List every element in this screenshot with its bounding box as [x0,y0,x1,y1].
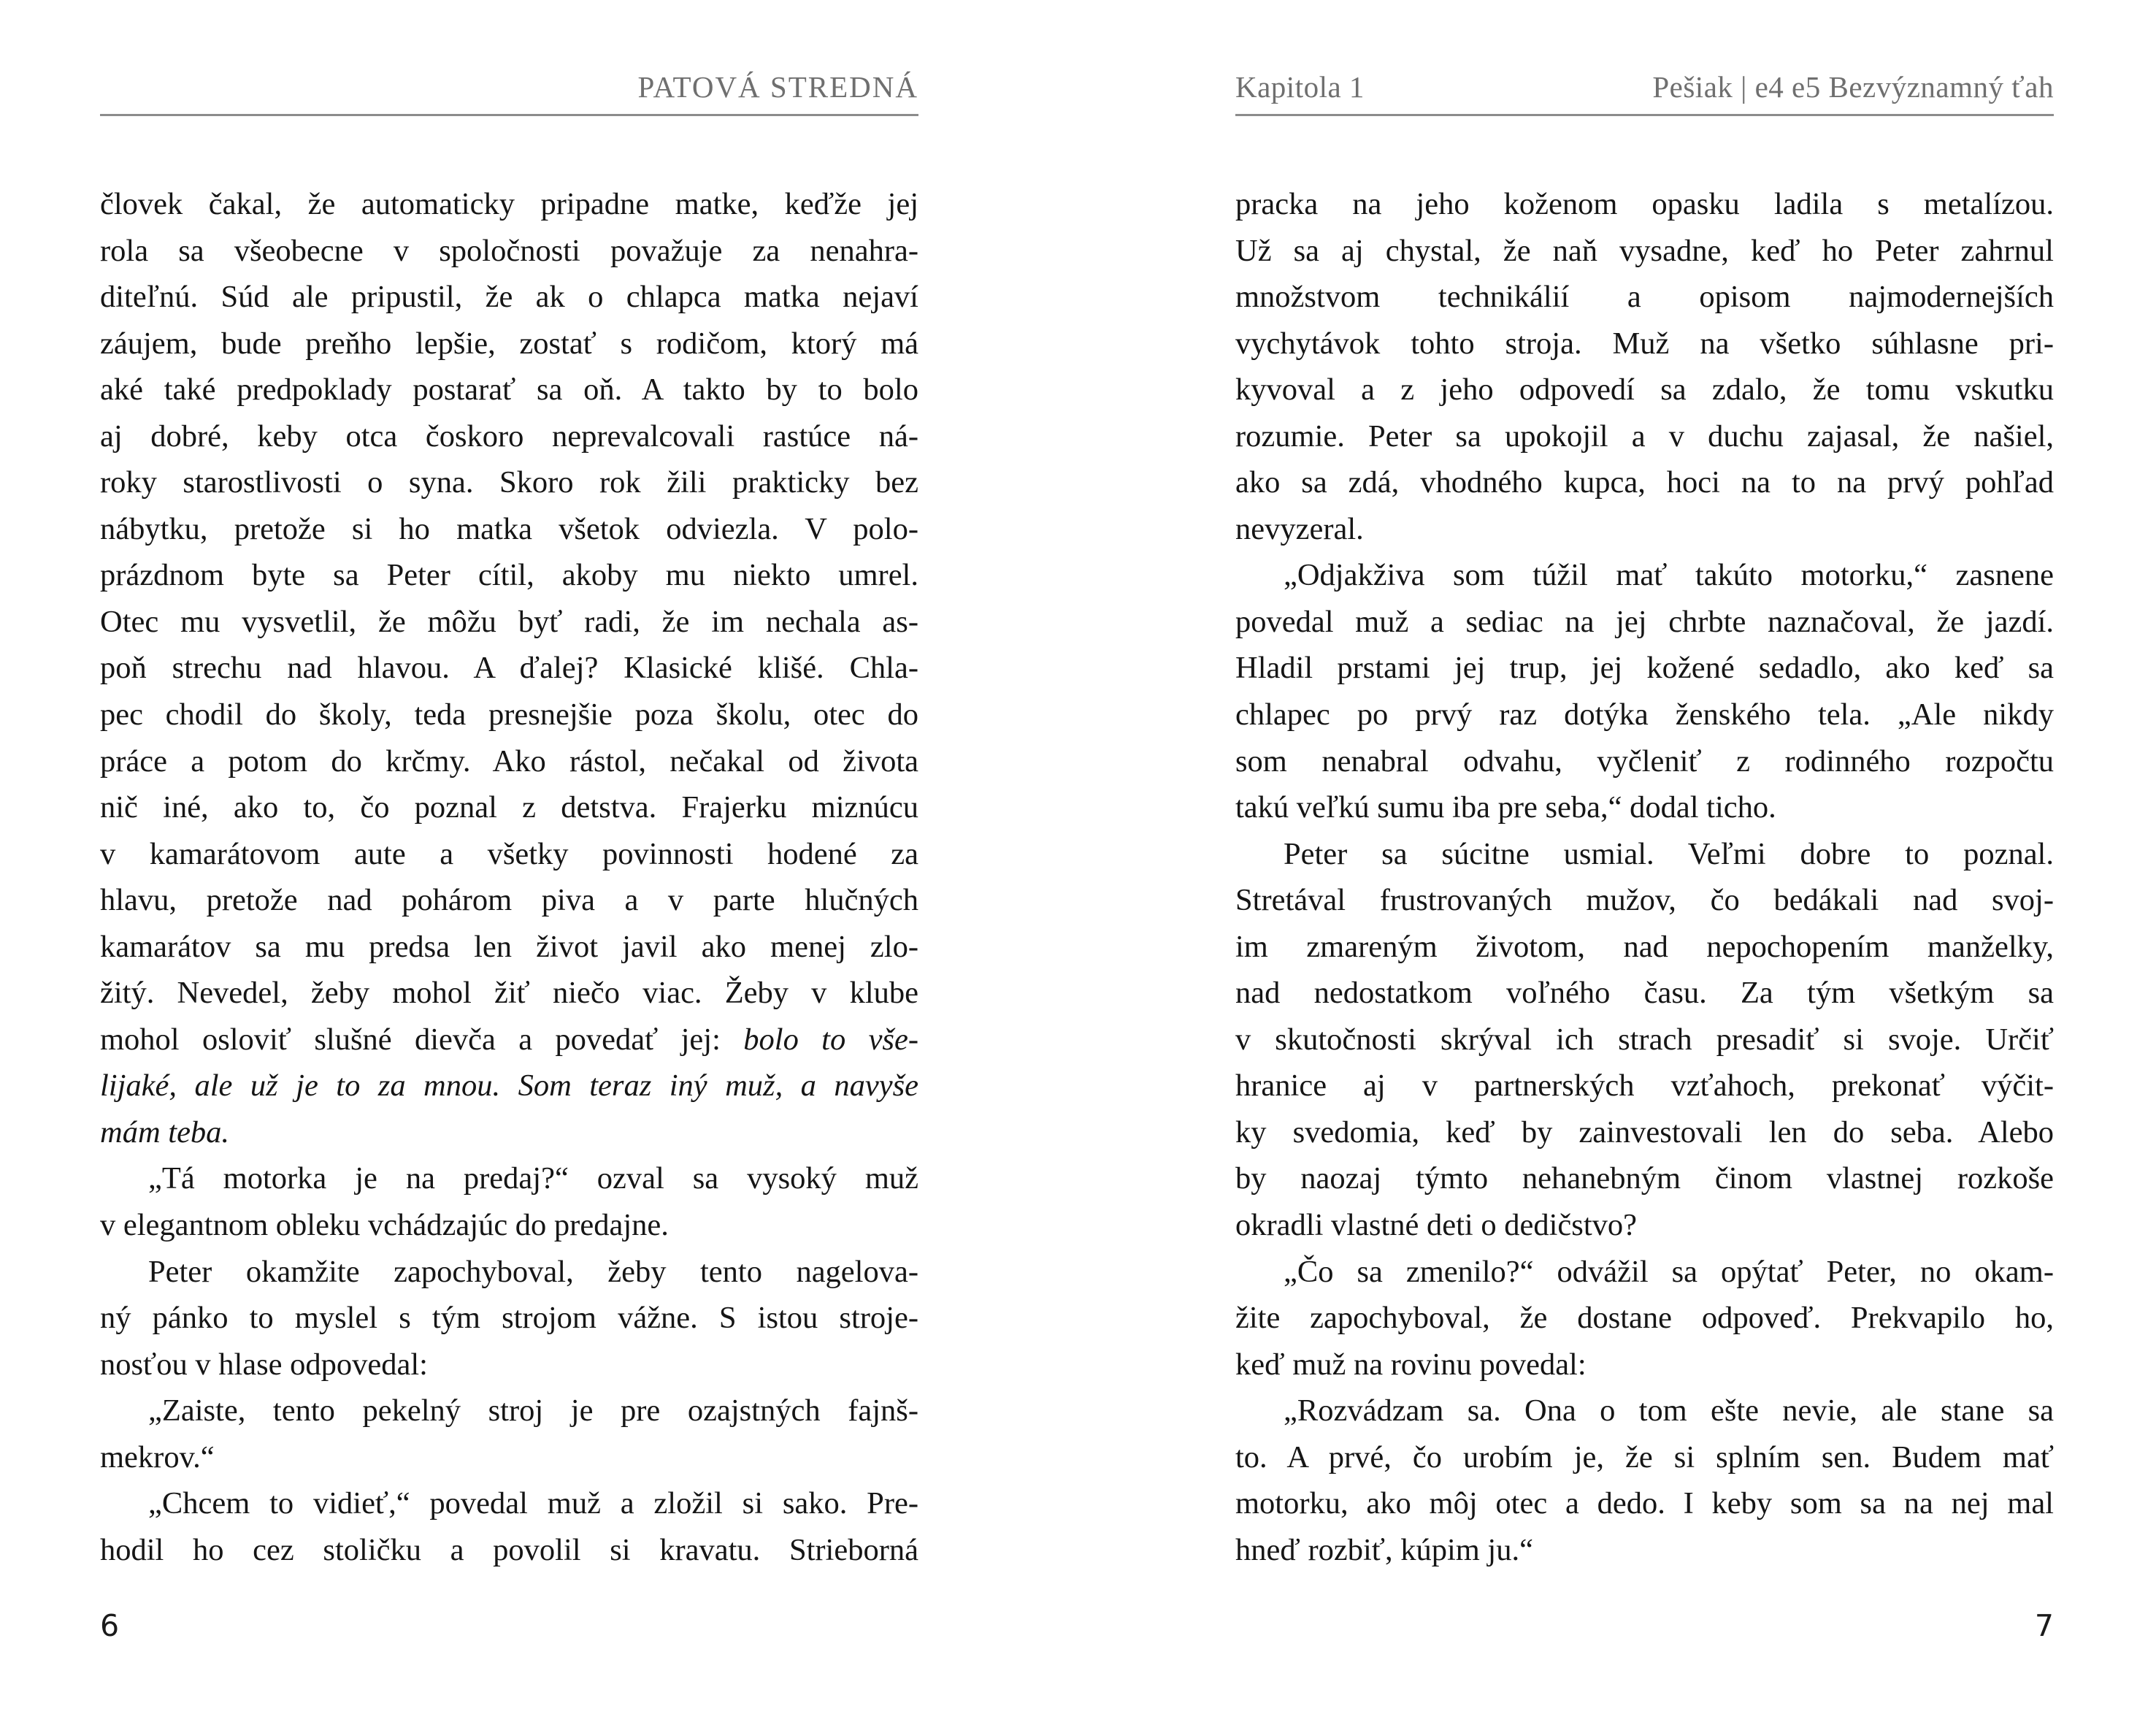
text-segment: poň strechu nad hlavou. A ďalej? Klasické klišé. Chla- [100,651,918,686]
text-line [1235,1388,2054,1434]
text-segment: nad nedostatkom voľného času. Za tým všetkým sa [1235,976,2054,1011]
text-line [100,599,918,646]
text-line [100,924,918,971]
text-segment: človek čakal, že automaticky pripadne matke, keďže jej [100,187,918,221]
text-segment: prázdnom byte sa Peter cítil, akoby mu niekto umrel. [100,558,918,593]
text-segment: v kamarátovom aute a všetky povinnosti hodené za [100,836,918,871]
text-segment: Hladil prstami jej trup, jej kožené sedadlo, ako keď sa [1235,651,2054,686]
text-segment: povedal muž a sediac na jej chrbte naznačoval, že jazdí. [1235,604,2054,639]
text-line [1235,692,2054,738]
text-line [100,831,918,878]
text-segment: práce a potom do krčmy. Ako rástol, nečakal od života [100,743,918,779]
text-line [1235,970,2054,1017]
text-line [1235,1249,2054,1296]
text-segment: ky svedomia, keď by zainvestovali len do seba. Alebo [1235,1114,2054,1150]
italic-text-segment: lijaké, ale už je to za mnou. Som teraz iný muž, a navyše [100,1068,918,1104]
text-line [100,738,918,785]
text-line [1235,1527,2054,1574]
text-segment: nič iné, ako to, čo poznal z detstva. Frajerku miznúcu [100,790,918,825]
text-segment: „Chcem to vidieť,“ povedal muž a zložil si sako. Pre- [148,1486,918,1521]
text-line [100,1063,918,1109]
text-line [100,367,918,413]
text-line [100,1249,918,1296]
text-segment: Otec mu vysvetlil, že môžu byť radi, že im nechala as- [100,604,918,639]
text-segment: okradli vlastné deti o dedičstvo? [1235,1208,1637,1243]
text-segment: Peter sa súcitne usmial. Veľmi dobre to poznal. [1284,836,2054,871]
text-line [100,459,918,506]
text-segment: motorku, ako môj otec a dedo. I keby som sa na nej mal [1235,1486,2054,1521]
text-segment: v skutočnosti skrýval ich strach presadiť si svoje. Určiť [1235,1022,2054,1057]
text-line [100,970,918,1017]
text-line [100,692,918,738]
text-line [1235,1480,2054,1527]
text-segment: mekrov.“ [100,1439,215,1475]
text-line [1235,1017,2054,1063]
text-segment: by naozaj týmto nehanebným činom vlastnej rozkoše [1235,1161,2054,1196]
text-line [100,1155,918,1202]
running-head-right-page [1235,71,2054,103]
text-line [1235,1342,2054,1388]
text-line [1235,645,2054,692]
text-line [1235,784,2054,831]
text-segment: v elegantnom obleku vchádzajúc do predajne. [100,1208,669,1243]
text-segment: nevyzeral. [1235,511,1364,546]
italic-text-segment: mám teba. [100,1114,230,1150]
text-line [1235,228,2054,275]
text-segment: keď muž na rovinu povedal: [1235,1347,1587,1382]
page-number-right: 7 [2034,1608,2054,1643]
text-line [100,1017,918,1063]
text-segment: mohol osloviť slušné dievča a povedať jej: [100,1022,744,1057]
text-segment: aj dobré, keby otca čoskoro neprevalcovali rastúce ná- [100,418,918,454]
text-segment: „Zaiste, tento pekelný stroj je pre ozajstných fajnš- [148,1393,918,1428]
text-segment: to. A prvé, čo urobím je, že si splním sen. Budem mať [1235,1439,2054,1475]
text-line [1235,831,2054,878]
text-line [100,1434,918,1481]
text-segment: rozumie. Peter sa upokojil a v duchu zajasal, že našiel, [1235,418,2054,454]
text-line [100,321,918,367]
text-segment: pracka na jeho koženom opasku ladila s metalízou. [1235,187,2054,221]
text-line [100,784,918,831]
text-segment: nosťou v hlase odpovedal: [100,1347,428,1382]
text-line [1235,459,2054,506]
text-segment: množstvom technikálií a opisom najmodernejších [1235,280,2054,315]
page-left [100,0,918,1725]
text-line [1235,274,2054,321]
text-line [1235,1155,2054,1202]
text-segment: aké také predpoklady postarať sa oň. A takto by to bolo [100,372,918,408]
text-segment: ako sa zdá, vhodného kupca, hoci na to na prvý pohľad [1235,465,2054,500]
text-segment: hranice aj v partnerských vzťahoch, prekonať výčit- [1235,1068,2054,1104]
text-segment: nábytku, pretože si ho matka všetok odviezla. V polo- [100,511,918,546]
text-segment: takú veľkú sumu iba pre seba,“ dodal ticho. [1235,790,1776,825]
text-line [100,552,918,599]
text-line [1235,1434,2054,1481]
text-line [100,1295,918,1342]
text-segment: roky starostlivosti o syna. Skoro rok žili prakticky bez [100,465,918,500]
text-line [100,1480,918,1527]
italic-text-segment: bolo to vše- [743,1022,918,1057]
text-segment: „Tá motorka je na predaj?“ ozval sa vysoký muž [148,1161,918,1196]
text-column-left [100,181,918,1573]
text-line [100,506,918,553]
header-rule-left [100,114,918,116]
text-line [100,1109,918,1156]
text-segment: hodil ho cez stoličku a povolil si kravatu. Strieborná [100,1532,918,1567]
text-segment: vychytávok tohto stroja. Muž na všetko súhlasne pri- [1235,326,2054,361]
text-line [1235,924,2054,971]
text-line [1235,1063,2054,1109]
text-segment: pec chodil do školy, teda presnejšie poza školu, otec do [100,697,918,733]
text-line [1235,506,2054,553]
text-line [100,645,918,692]
text-line [1235,413,2054,460]
text-line [100,413,918,460]
text-segment: chlapec po prvý raz dotýka ženského tela. „Ale nikdy [1235,697,2054,733]
text-segment: im zmareným životom, nad nepochopením manželky, [1235,929,2054,964]
text-line [100,1527,918,1574]
text-line [1235,1109,2054,1156]
text-line [1235,367,2054,413]
text-segment: „Rozvádzam sa. Ona o tom ešte nevie, ale stane sa [1284,1393,2054,1428]
text-line [100,1202,918,1249]
text-line [1235,1202,2054,1249]
section-label: Pešiak | e4 e5 Bezvýznamný ťah [1652,70,2054,104]
text-line [1235,552,2054,599]
text-segment: diteľnú. Súd ale pripustil, že ak o chlapca matka nejaví [100,280,918,315]
text-line [100,181,918,228]
text-segment: Peter okamžite zapochyboval, žeby tento nagelova- [148,1254,918,1289]
text-line [1235,181,2054,228]
book-title: PATOVÁ STREDNÁ [637,70,918,104]
page-number-left: 6 [100,1608,120,1643]
text-line [100,1342,918,1388]
text-segment: „Odjakživa som túžil mať takúto motorku,“ zasnene [1284,558,2054,593]
text-line [1235,599,2054,646]
text-segment: Už sa aj chystal, že naň vysadne, keď ho Peter zahrnul [1235,233,2054,268]
text-line [1235,321,2054,367]
text-segment: záujem, bude preňho lepšie, zostať s rodičom, ktorý má [100,326,918,361]
text-segment: Stretával frustrovaných mužov, čo bedákali nad svoj- [1235,883,2054,918]
text-line [1235,877,2054,924]
text-segment: hneď rozbiť, kúpim ju.“ [1235,1532,1533,1567]
text-segment: kamarátov sa mu predsa len život javil ako menej zlo- [100,929,918,964]
text-line [100,228,918,275]
page-right [1235,0,2054,1725]
header-rule-right [1235,114,2054,116]
text-column-right [1235,181,2054,1573]
text-line [1235,1295,2054,1342]
text-segment: rola sa všeobecne v spoločnosti považuje za nenahra- [100,233,918,268]
text-line [100,274,918,321]
text-segment: hlavu, pretože nad pohárom piva a v parte hlučných [100,883,918,918]
text-segment: žite zapochyboval, že dostane odpoveď. Prekvapilo ho, [1235,1301,2054,1336]
text-line [100,877,918,924]
text-segment: žitý. Nevedel, žeby mohol žiť niečo viac. Žeby v klube [100,976,918,1011]
text-line [100,1388,918,1434]
text-segment: kyvoval a z jeho odpovedí sa zdalo, že tomu vskutku [1235,372,2054,408]
text-segment: „Čo sa zmenilo?“ odvážil sa opýtať Peter, no okam- [1284,1254,2054,1289]
text-segment: ný pánko to myslel s tým strojom vážne. S istou stroje- [100,1301,918,1336]
running-head-left-page [100,71,918,103]
chapter-label: Kapitola 1 [1235,70,1365,104]
text-line [1235,738,2054,785]
text-segment: som nenabral odvahu, vyčleniť z rodinného rozpočtu [1235,743,2054,779]
